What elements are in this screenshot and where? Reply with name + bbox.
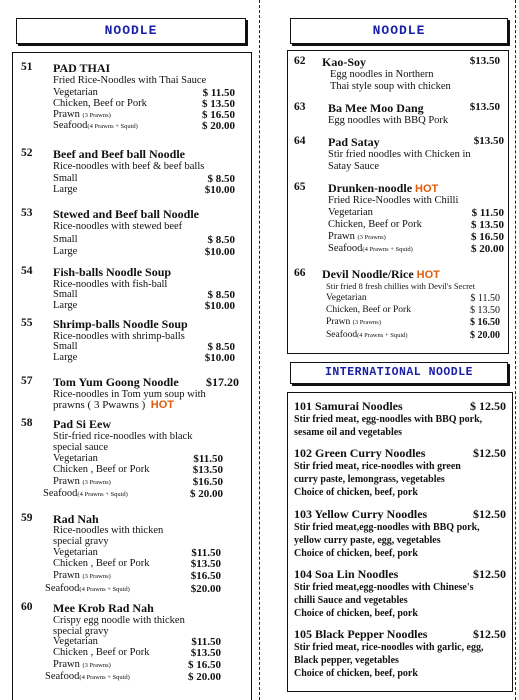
option-note: (4 Prawns + Squid) — [357, 332, 408, 339]
option-price: $10.00 — [204, 300, 235, 312]
option-price: $ 20.00 — [470, 330, 500, 341]
item-description: Egg noodles in Northern — [330, 69, 434, 80]
option-price: $13.50 — [190, 558, 221, 570]
option-label: Seafood — [45, 671, 80, 682]
item-name: Pad Satay — [328, 135, 380, 149]
item-name: Shrimp-balls Noodle Soup — [53, 317, 188, 331]
option-price: $ 13.50 — [470, 305, 500, 316]
option-note: (3 Prawns) — [352, 319, 381, 326]
item-description: Rice-noodles in Tom yum soup with — [53, 389, 206, 400]
hot-badge: HOT — [150, 399, 175, 411]
option-label: Small — [53, 234, 78, 245]
option-label: Large — [53, 352, 78, 363]
option-price: $ 16.50 — [470, 317, 500, 328]
option-label: Vegetarian — [53, 636, 98, 647]
intl-header-text: INTERNATIONAL NOODLE — [324, 366, 474, 379]
option-label: Seafood — [45, 583, 80, 594]
item-name: Stewed and Beef ball Noodle — [53, 207, 200, 221]
item-number: 62 — [294, 55, 306, 67]
item-price: $17.20 — [206, 375, 239, 389]
intl-item-line: Stir fried meat, rice-noodles with garlic, egg, — [294, 642, 484, 653]
option-label: Seafood — [326, 330, 358, 340]
option-note: (4 Prawns + Squid) — [79, 674, 130, 681]
option-note: (4 Prawns + Squid) — [362, 246, 413, 253]
intl-item-line: Stir fried meat,egg-noodles with BBQ pork, — [294, 522, 480, 533]
intl-item-line: Choice of chicken, beef, pork — [294, 487, 418, 498]
option-label: Chicken , Beef or Pork — [53, 464, 150, 475]
item-number: 52 — [21, 147, 33, 159]
option-price: $ 8.50 — [207, 341, 235, 353]
intl-item-price: $12.50 — [473, 507, 506, 521]
option-price: $ 20.00 — [471, 243, 504, 255]
option-price: $ 11.50 — [202, 87, 235, 99]
option-label: Large — [53, 246, 78, 257]
hot-badge: HOT — [415, 183, 439, 195]
intl-item-price: $12.50 — [473, 567, 506, 581]
intl-item-line: Stir fried meat, rice-noodles with green — [294, 461, 461, 472]
intl-item-line: chilli Sauce and vegetables — [294, 595, 408, 606]
item-price: $13.50 — [473, 135, 504, 147]
item-name: Tom Yum Goong Noodle — [53, 375, 179, 389]
item-number: 66 — [294, 267, 306, 279]
item-name: Fish-balls Noodle Soup — [53, 265, 172, 279]
item-description: Fried Rice-Noodles with Thai Sauce — [53, 75, 207, 86]
item-number: 63 — [294, 101, 306, 113]
option-label: Large — [53, 184, 78, 195]
option-note: (4 Prawns + Squid) — [77, 491, 128, 498]
option-price: $ 8.50 — [207, 289, 235, 301]
option-note: (4 Prawns + Squid) — [87, 123, 138, 130]
option-price: $16.50 — [190, 570, 221, 582]
item-description: Rice-noodles with beef & beef balls — [53, 161, 205, 172]
item-description: Fried Rice-Noodles with Chilli — [328, 195, 459, 206]
international-menu-box — [287, 392, 513, 692]
option-label: Small — [53, 341, 78, 352]
option-label: Small — [53, 289, 78, 300]
intl-item-name: 104 Soa Lin Noodles — [294, 567, 399, 581]
item-name: PAD THAI — [53, 61, 111, 75]
option-price: $ 20.00 — [202, 120, 235, 132]
left-header-text: NOODLE — [104, 23, 158, 38]
option-price: $ 20.00 — [190, 488, 223, 500]
intl-item-line: Choice of chicken, beef, pork — [294, 668, 418, 679]
option-label: Vegetarian — [328, 207, 373, 218]
prawn-count: ( 3 Pwawns ) — [87, 399, 146, 411]
option-label: Chicken, Beef or Pork — [328, 219, 422, 230]
option-price: $ 13.50 — [202, 98, 235, 110]
intl-item-line: sesame oil and vegetables — [294, 427, 403, 438]
option-price: $13.50 — [192, 464, 223, 476]
item-number: 59 — [21, 512, 33, 524]
intl-item-line: Choice of chicken, beef, pork — [294, 608, 418, 619]
item-name: Devil Noodle/Rice — [322, 267, 414, 281]
item-description: Stir fried noodles with Chicken in — [328, 149, 471, 160]
item-description: Rice-noodles with fish-ball — [53, 279, 168, 290]
option-price: $ 11.50 — [471, 207, 504, 219]
left-menu-box — [12, 52, 252, 700]
intl-item-name: 103 Yellow Curry Noodles — [294, 507, 428, 521]
option-label: Prawn — [326, 317, 351, 327]
option-note: (3 Prawns) — [357, 234, 386, 241]
option-label: Seafood — [43, 488, 78, 499]
option-label: Chicken , Beef or Pork — [53, 647, 150, 658]
item-name: Beef and Beef ball Noodle — [53, 147, 185, 161]
right-section-header — [290, 18, 508, 44]
item-name: Ba Mee Moo Dang — [328, 101, 424, 115]
item-name: Pad Si Eew — [53, 417, 112, 431]
intl-item-line: yellow curry paste, egg, vegetables — [294, 535, 441, 546]
item-name: Mee Krob Rad Nah — [53, 601, 154, 615]
item-number: 65 — [294, 181, 306, 193]
item-number: 57 — [21, 375, 33, 387]
intl-item-line: Stir fried meat, egg-noodles with BBQ pork, — [294, 414, 483, 425]
option-price: $ 8.50 — [207, 234, 235, 246]
intl-item-price: $ 12.50 — [470, 399, 506, 413]
item-number: 54 — [21, 265, 33, 277]
international-section-header — [290, 362, 508, 384]
option-note: (4 Prawns + Squid) — [79, 586, 130, 593]
option-price: $20.00 — [190, 583, 221, 595]
option-price: $ 13.50 — [471, 219, 504, 231]
left-section-header — [16, 18, 246, 44]
option-label: Vegetarian — [53, 547, 98, 558]
option-note: (3 Prawns) — [82, 479, 111, 486]
item-description-cont: prawns — [53, 399, 85, 411]
option-label: Vegetarian — [53, 87, 98, 98]
option-label: Prawn — [53, 570, 80, 581]
item-number: 58 — [21, 417, 33, 429]
option-label: Prawn — [53, 659, 80, 670]
option-label: Chicken, Beef or Pork — [326, 305, 411, 315]
right-edge-divider — [515, 0, 516, 700]
option-price: $ 8.50 — [207, 173, 235, 185]
option-label: Prawn — [328, 231, 355, 242]
right-header-text: NOODLE — [372, 23, 426, 38]
intl-item-name: 105 Black Pepper Noodles — [294, 627, 428, 641]
option-price: $11.50 — [193, 453, 223, 465]
option-price: $10.00 — [204, 246, 235, 258]
item-number: 60 — [21, 601, 33, 613]
hot-badge: HOT — [416, 269, 440, 281]
intl-item-line: Black pepper, vegetables — [294, 655, 399, 666]
item-description-cont: Thai style soup with chicken — [330, 81, 451, 92]
intl-item-name: 102 Green Curry Noodles — [294, 446, 426, 460]
intl-item-price: $12.50 — [473, 446, 506, 460]
right-menu-box — [287, 50, 509, 354]
option-label: Vegetarian — [53, 453, 98, 464]
option-label: Chicken , Beef or Pork — [53, 558, 150, 569]
intl-item-line: curry paste, lemongrass, vegetables — [294, 474, 445, 485]
item-description: Crispy egg noodle with thicken special gravy — [53, 615, 185, 637]
item-description: Rice-noodles with shrimp-balls — [53, 331, 185, 342]
option-label: Prawn — [53, 109, 80, 120]
option-price: $13.50 — [190, 647, 221, 659]
option-note: (3 Prawns) — [82, 573, 111, 580]
item-description-cont: Satay Sauce — [328, 161, 380, 172]
option-label: Seafood — [53, 120, 88, 131]
option-price: $10.00 — [204, 352, 235, 364]
item-description: Rice-noodles with stewed beef — [53, 221, 183, 232]
item-name: Drunken-noodle — [328, 181, 413, 195]
item-number: 51 — [21, 61, 33, 73]
item-description: Rice-noodles with thicken special gravy — [53, 525, 164, 547]
item-price: $13.50 — [469, 101, 500, 113]
option-label: Seafood — [328, 243, 363, 254]
option-price: $ 11.50 — [470, 293, 500, 304]
intl-item-line: Choice of chicken, beef, pork — [294, 548, 418, 559]
item-number: 64 — [294, 135, 306, 147]
item-description: Stir-fried rice-noodles with black special sauce — [53, 431, 193, 453]
option-note: (3 Prawns) — [82, 662, 111, 669]
option-price: $16.50 — [192, 476, 223, 488]
item-price: $13.50 — [469, 55, 500, 67]
option-label: Prawn — [53, 476, 80, 487]
option-price: $11.50 — [191, 636, 221, 648]
option-label: Vegetarian — [326, 293, 367, 303]
option-price: $11.50 — [191, 547, 221, 559]
option-price: $ 16.50 — [202, 109, 235, 121]
item-description: Egg noodles with BBQ Pork — [328, 115, 449, 126]
option-label: Chicken, Beef or Pork — [53, 98, 147, 109]
option-price: $ 16.50 — [188, 659, 221, 671]
option-label: Small — [53, 173, 78, 184]
option-label: Large — [53, 300, 78, 311]
intl-item-price: $12.50 — [473, 627, 506, 641]
option-price: $ 16.50 — [471, 231, 504, 243]
item-number: 53 — [21, 207, 33, 219]
item-number: 55 — [21, 317, 33, 329]
option-note: (3 Prawns) — [82, 112, 111, 119]
item-name: Kao-Soy — [322, 55, 367, 69]
item-name: Rad Nah — [53, 512, 99, 526]
item-description: Stir fried 8 fresh chillies with Devil's Secret — [326, 281, 476, 291]
column-divider — [259, 0, 260, 700]
intl-item-line: Stir fried meat,egg-noodles with Chinese's — [294, 582, 474, 593]
option-price: $10.00 — [204, 184, 235, 196]
intl-item-name: 101 Samurai Noodles — [294, 399, 403, 413]
option-price: $ 20.00 — [188, 671, 221, 683]
